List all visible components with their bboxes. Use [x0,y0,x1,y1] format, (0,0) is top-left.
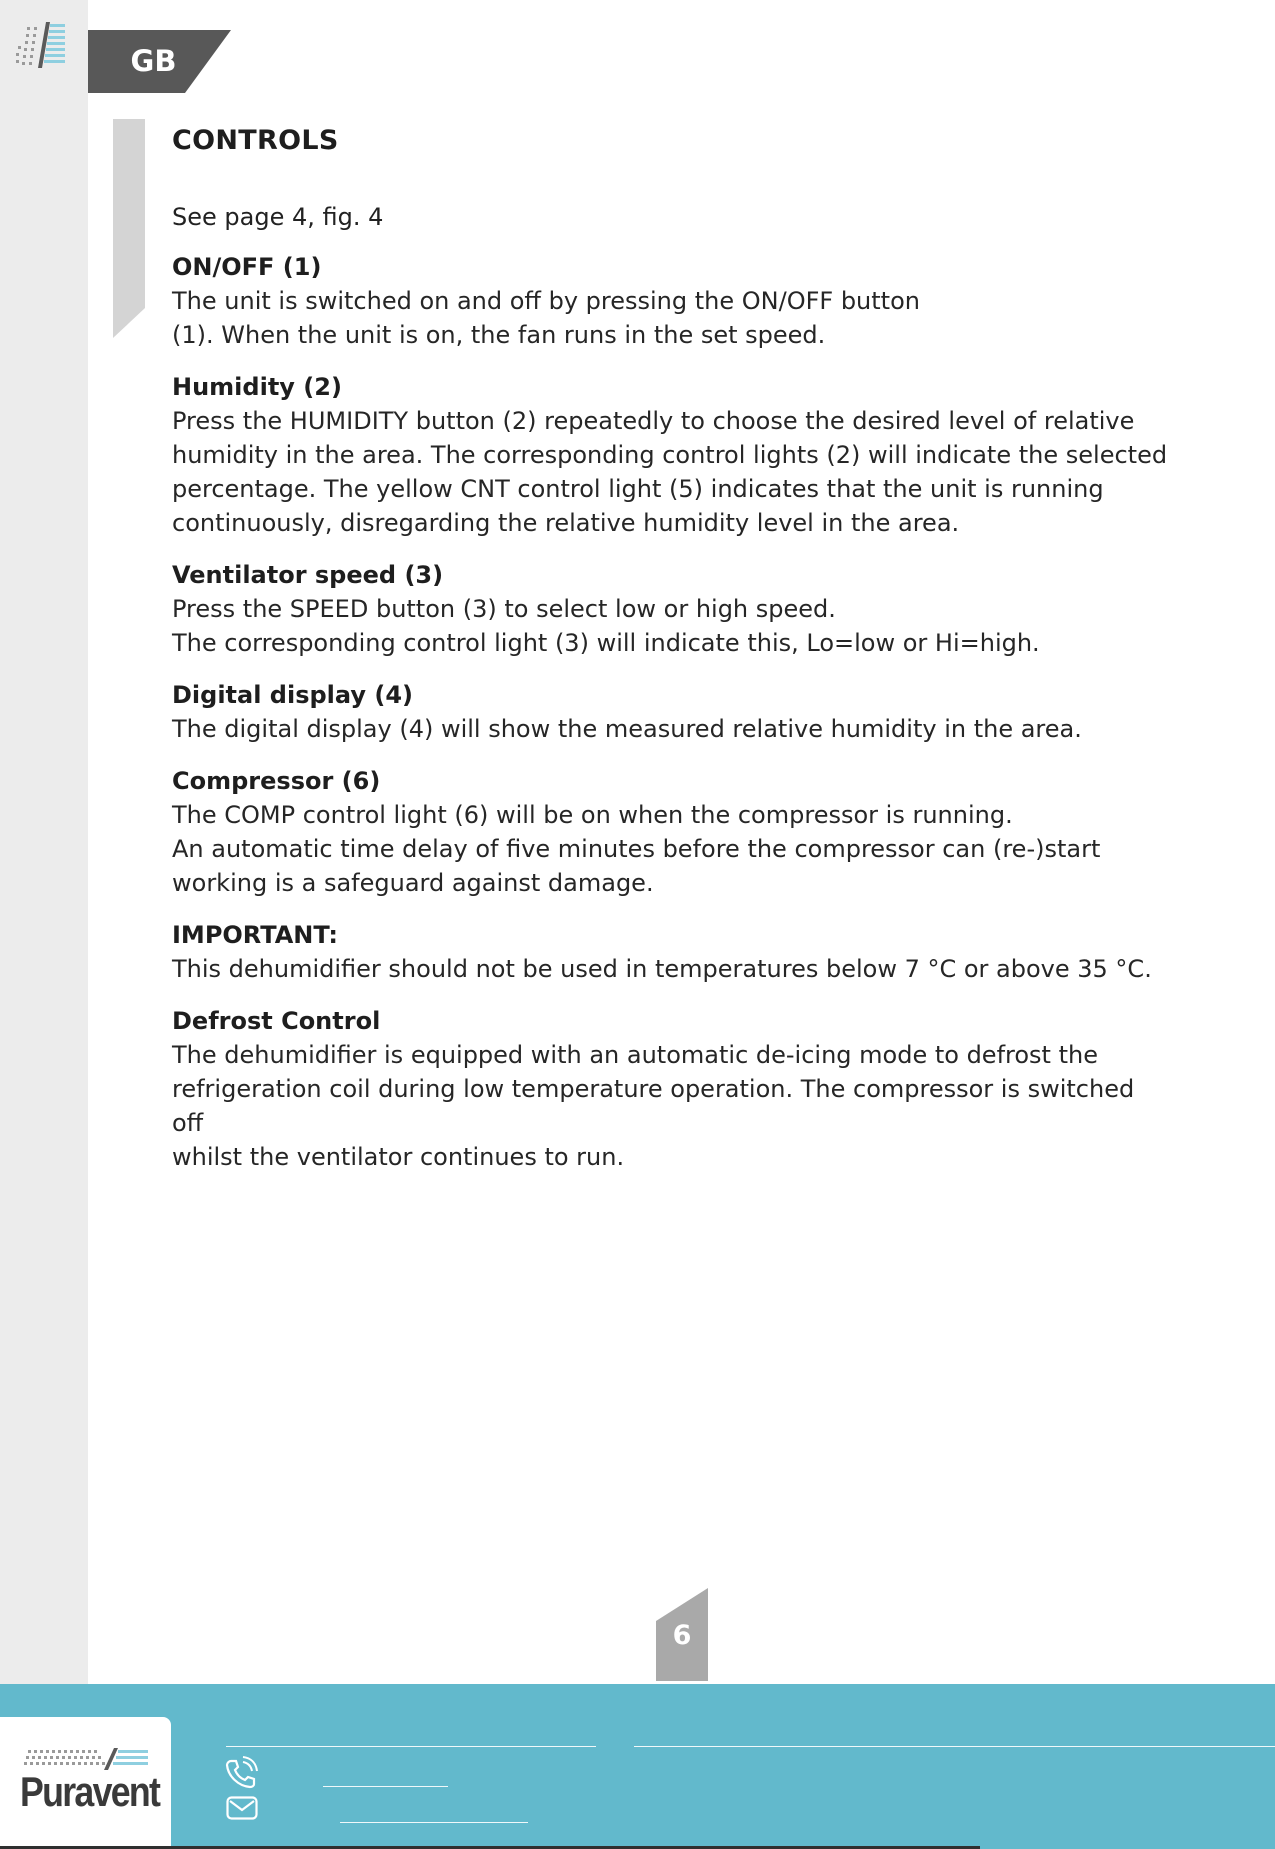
brand-stripes-icon [14,20,66,70]
section-on-off [172,250,1172,352]
section-line: percentage. The yellow CNT control light (5) indicates that the unit is running [172,475,1104,503]
footer-divider [634,1746,1275,1747]
section-line: An automatic time delay of five minutes before the compressor can (re-)start [172,835,1101,863]
section-heading: Compressor (6) [172,767,381,795]
section-line: The unit is switched on and off by pressing the ON/OFF button [172,287,920,315]
section-line: The digital display (4) will show the measured relative humidity in the area. [172,715,1082,743]
section-line: The COMP control light (6) will be on when the compressor is running. [172,801,1013,829]
section-heading: IMPORTANT: [172,921,339,949]
footer-band [0,1684,1275,1849]
section-line: The corresponding control light (3) will indicate this, Lo=low or Hi=high. [172,629,1040,657]
section-heading: Digital display (4) [172,681,413,709]
section-line: humidity in the area. The corresponding control lights (2) will indicate the selected [172,441,1168,469]
section-line: This dehumidifier should not be used in temperatures below 7 °C or above 35 °C. [172,955,1152,983]
section-line: Press the HUMIDITY button (2) repeatedly to choose the desired level of relative [172,407,1135,435]
section-defrost-control [172,1004,1172,1174]
section-line: continuously, disregarding the relative humidity level in the area. [172,509,960,537]
page-title: CONTROLS [172,125,339,156]
section-heading: ON/OFF (1) [172,253,322,281]
section-marker [113,119,145,338]
language-tab [88,30,231,93]
section-digital-display [172,678,1172,746]
section-heading: Defrost Control [172,1007,381,1035]
intro-text: See page 4, fig. 4 [172,203,384,231]
section-line: refrigeration coil during low temperature operation. The compressor is switched off [172,1075,1135,1137]
footer-divider [226,1746,596,1747]
language-code: GB [130,44,177,78]
section-line: The dehumidifier is equipped with an automatic de-icing mode to defrost the [172,1041,1098,1069]
phone-icon [224,1756,258,1790]
section-compressor [172,764,1172,900]
document-body [172,120,1172,1192]
page-number: 6 [672,1620,692,1651]
envelope-icon [226,1796,258,1820]
section-heading: Humidity (2) [172,373,342,401]
section-humidity [172,370,1172,540]
section-line: Press the SPEED button (3) to select low or high speed. [172,595,836,623]
footer-divider [340,1822,528,1823]
footer-brand-logo: Puravent [20,1768,160,1815]
section-ventilator-speed [172,558,1172,660]
footer-divider [323,1786,448,1787]
section-line: working is a safeguard against damage. [172,869,654,897]
section-line: (1). When the unit is on, the fan runs in the set speed. [172,321,826,349]
section-heading: Ventilator speed (3) [172,561,444,589]
section-line: whilst the ventilator continues to run. [172,1143,625,1171]
left-margin-strip [0,0,88,1684]
section-important [172,918,1172,986]
